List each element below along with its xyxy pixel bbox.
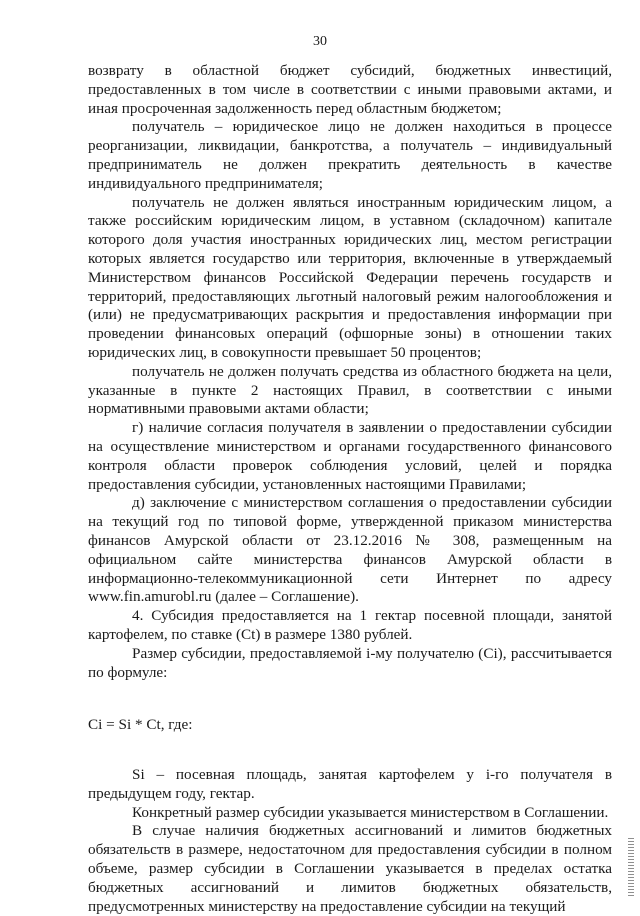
paragraph-insufficient-budget: В случае наличия бюджетных ассигнований и лимитов бюджетных обязательств в размере, недостаточном для предоставления субсидии в полном объеме, размер субсидии в Соглашении указывается в пределах остатка бюджетных ассигнований и лимитов бюджетных обязательств, предусмотренных министерству на предоставление субсидии на текущий (88, 822, 612, 915)
paragraph-item-4: 4. Субсидия предоставляется на 1 гектар посевной площади, занятой картофелем, по ставке (Ct) в размере 1380 рублей. (88, 607, 612, 643)
scan-edge-mark (628, 838, 634, 898)
paragraph-formula-intro: Размер субсидии, предоставляемой i-му получателю (Ci), рассчитывается по формуле: (88, 644, 612, 681)
paragraph-no-other-funds: получатель не должен получать средства из областного бюджета на цели, указанные в пункте 2 настоящих Правил, в соответствии с иными нормативными правовыми актами области; (88, 362, 612, 418)
document-body (88, 62, 612, 916)
paragraph-si-definition: Si – посевная площадь, занятая картофелем у i-го получателя в предыдущем году, гектар. (88, 766, 612, 802)
paragraph-item-g: г) наличие согласия получателя в заявлении о предоставлении субсидии на осуществление министерством и органами государственного финансового контроля области проверок соблюдения условий, целей и порядка предоставления субсидии, установленных настоящими Правилами; (88, 419, 612, 493)
paragraph-specific-amount: Конкретный размер субсидии указывается министерством в Соглашении. (132, 803, 609, 821)
paragraph-reorganization: получатель – юридическое лицо не должен находиться в процессе реорганизации, ликвидации, банкротства, а получатель – индивидуальный предприниматель не должен прекратить деятельность в качестве индивидуального предпринимателя; (88, 118, 612, 192)
paragraph-continuation: возврату в областной бюджет субсидий, бюджетных инвестиций, предоставленных в том числе в соответствии с иными правовыми актами, и иная просроченная задолженность перед областным бюджетом; (88, 62, 612, 117)
paragraph-item-d: д) заключение с министерством соглашения о предоставлении субсидии на текущий год по типовой форме, утвержденной приказом министерства финансов Амурской области от 23.12.2016 № 308, размещенным на официальном сайте министерства финансов Амурской области в информационно-телекоммуникационной сети Интернет по адресу www.fin.amurobl.ru (далее – Соглашение). (88, 494, 612, 606)
page-number: 30 (313, 34, 327, 49)
formula: Ci = Si * Ct, где: (88, 716, 193, 734)
paragraph-foreign-entity: получатель не должен являться иностранным юридическим лицом, а также российским юридическим лицом, в уставном (складочном) капитале которого доля участия иностранных юридических лиц, местом регистрации которых является государство или территория, включенные в утверждаемый Министерством финансов Российской Федерации перечень государств и территорий, предоставляющих льготный налоговый режим налогообложения и (или) не предусматривающих раскрытия и предоставления информации при проведении финансовых операций (офшорные зоны) в отношении таких юридических лиц, в совокупности превышает 50 процентов; (88, 193, 612, 361)
